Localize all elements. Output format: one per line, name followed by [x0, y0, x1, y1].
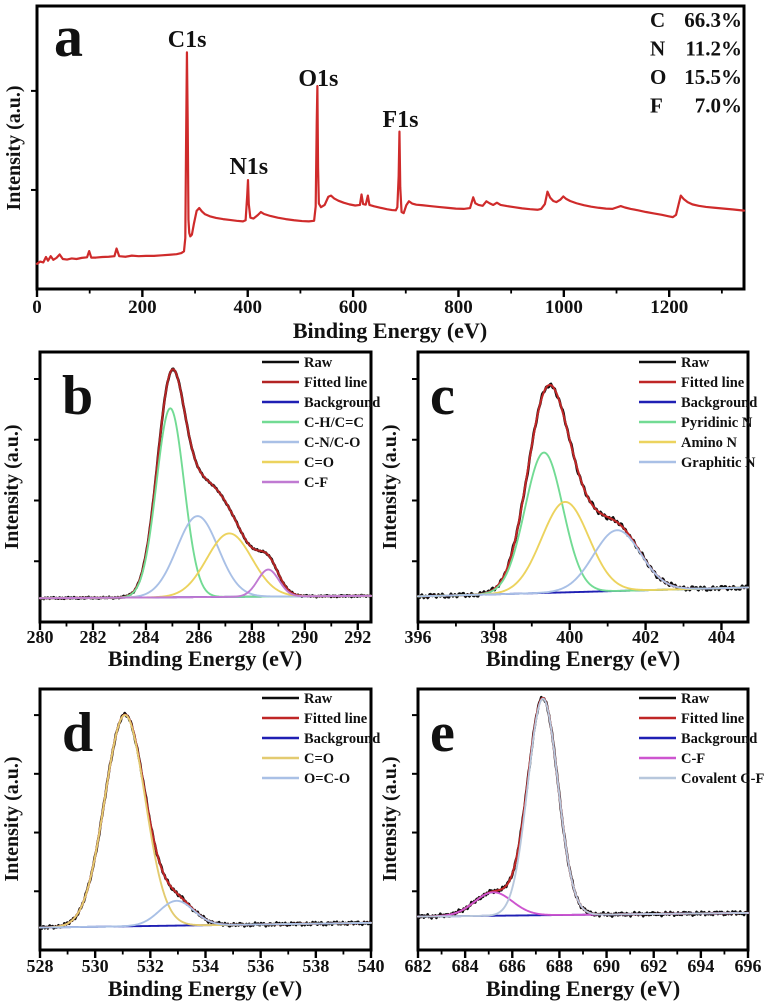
- svg-text:284: 284: [132, 627, 160, 647]
- panel-e-f1s-chart: [379, 689, 764, 1001]
- svg-text:690: 690: [593, 956, 621, 976]
- svg-text:530: 530: [81, 956, 109, 976]
- svg-text:Intensity (a.u.): Intensity (a.u.): [379, 424, 401, 550]
- svg-text:Intensity (a.u.): Intensity (a.u.): [1, 756, 23, 882]
- svg-text:Binding Energy (eV): Binding Energy (eV): [485, 646, 681, 671]
- svg-text:Intensity (a.u.): Intensity (a.u.): [3, 85, 25, 211]
- legend-label: Background: [681, 395, 758, 411]
- svg-text:536: 536: [247, 956, 275, 976]
- svg-text:540: 540: [357, 956, 385, 976]
- svg-text:282: 282: [79, 627, 107, 647]
- svg-text:402: 402: [632, 627, 660, 647]
- legend-label: Raw: [681, 691, 710, 707]
- svg-text:696: 696: [734, 956, 762, 976]
- svg-text:c: c: [430, 365, 455, 427]
- svg-text:d: d: [62, 702, 94, 764]
- panel-d-o1s-chart: [1, 689, 385, 1001]
- legend-label: C=O: [304, 751, 335, 767]
- svg-text:O1s: O1s: [298, 66, 339, 92]
- composition-element: F: [650, 93, 663, 118]
- svg-text:Binding Energy (eV): Binding Energy (eV): [485, 976, 681, 1001]
- legend-label: Covalent C-F: [681, 771, 764, 787]
- svg-text:600: 600: [338, 297, 368, 318]
- svg-text:1000: 1000: [544, 297, 583, 318]
- svg-text:Binding Energy (eV): Binding Energy (eV): [292, 318, 488, 343]
- svg-text:292: 292: [344, 627, 372, 647]
- svg-text:400: 400: [233, 297, 262, 318]
- legend-label: C=O: [304, 455, 335, 471]
- panel-b-c1s-chart: [1, 352, 380, 671]
- svg-text:C1s: C1s: [167, 27, 207, 53]
- svg-text:280: 280: [26, 627, 54, 647]
- svg-text:290: 290: [291, 627, 319, 647]
- composition-value: 66.3%: [684, 8, 742, 32]
- legend-label: Raw: [304, 691, 333, 707]
- svg-text:692: 692: [640, 956, 668, 976]
- svg-text:Intensity (a.u.): Intensity (a.u.): [1, 424, 23, 550]
- composition-element: O: [650, 65, 667, 89]
- svg-text:400: 400: [556, 627, 584, 647]
- legend-label: Background: [304, 395, 381, 411]
- composition-element: C: [650, 8, 666, 32]
- svg-text:Binding Energy (eV): Binding Energy (eV): [107, 976, 303, 1001]
- composition-value: 11.2%: [685, 36, 742, 61]
- svg-text:F1s: F1s: [382, 107, 419, 133]
- svg-text:a: a: [54, 4, 83, 69]
- svg-text:Binding Energy (eV): Binding Energy (eV): [107, 646, 303, 671]
- svg-text:286: 286: [185, 627, 213, 647]
- legend-label: O=C-O: [304, 771, 351, 787]
- svg-text:288: 288: [238, 627, 266, 647]
- svg-text:396: 396: [404, 627, 432, 647]
- legend-label: Fitted line: [304, 711, 368, 727]
- legend-label: Background: [681, 731, 758, 747]
- legend-label: C-N/C-O: [304, 435, 361, 451]
- legend-label: Amino N: [681, 435, 737, 451]
- svg-text:534: 534: [192, 956, 219, 976]
- svg-text:686: 686: [498, 956, 526, 976]
- panel-c-n1s-chart: [379, 352, 757, 671]
- svg-text:684: 684: [451, 956, 479, 976]
- svg-text:b: b: [62, 365, 94, 427]
- svg-text:538: 538: [302, 956, 330, 976]
- composition-value: 7.0%: [694, 93, 742, 118]
- svg-text:200: 200: [128, 297, 157, 318]
- panel-a-survey-chart: [3, 4, 744, 343]
- legend-label: Graphitic N: [681, 455, 756, 471]
- svg-text:Intensity (a.u.): Intensity (a.u.): [379, 756, 401, 882]
- composition-value: 15.5%: [684, 65, 742, 89]
- legend-label: Raw: [304, 355, 333, 371]
- svg-text:800: 800: [444, 297, 473, 318]
- legend-label: C-H/C=C: [304, 415, 364, 431]
- legend-label: Fitted line: [304, 375, 368, 391]
- svg-text:N1s: N1s: [229, 154, 269, 180]
- svg-text:528: 528: [26, 956, 54, 976]
- svg-text:0: 0: [32, 297, 42, 318]
- svg-text:532: 532: [136, 956, 164, 976]
- legend-label: Fitted line: [681, 375, 745, 391]
- legend-label: Pyridinic N: [681, 415, 753, 431]
- svg-text:688: 688: [545, 956, 573, 976]
- legend-label: Raw: [681, 355, 710, 371]
- legend-label: Background: [304, 731, 381, 747]
- svg-text:e: e: [430, 702, 455, 764]
- legend-label: Fitted line: [681, 711, 745, 727]
- svg-text:1200: 1200: [650, 297, 689, 318]
- composition-element: N: [650, 36, 666, 61]
- legend-label: C-F: [304, 475, 329, 491]
- legend-label: C-F: [681, 751, 706, 767]
- svg-text:404: 404: [707, 627, 735, 647]
- svg-text:398: 398: [480, 627, 508, 647]
- svg-text:694: 694: [687, 956, 715, 976]
- svg-text:682: 682: [404, 956, 432, 976]
